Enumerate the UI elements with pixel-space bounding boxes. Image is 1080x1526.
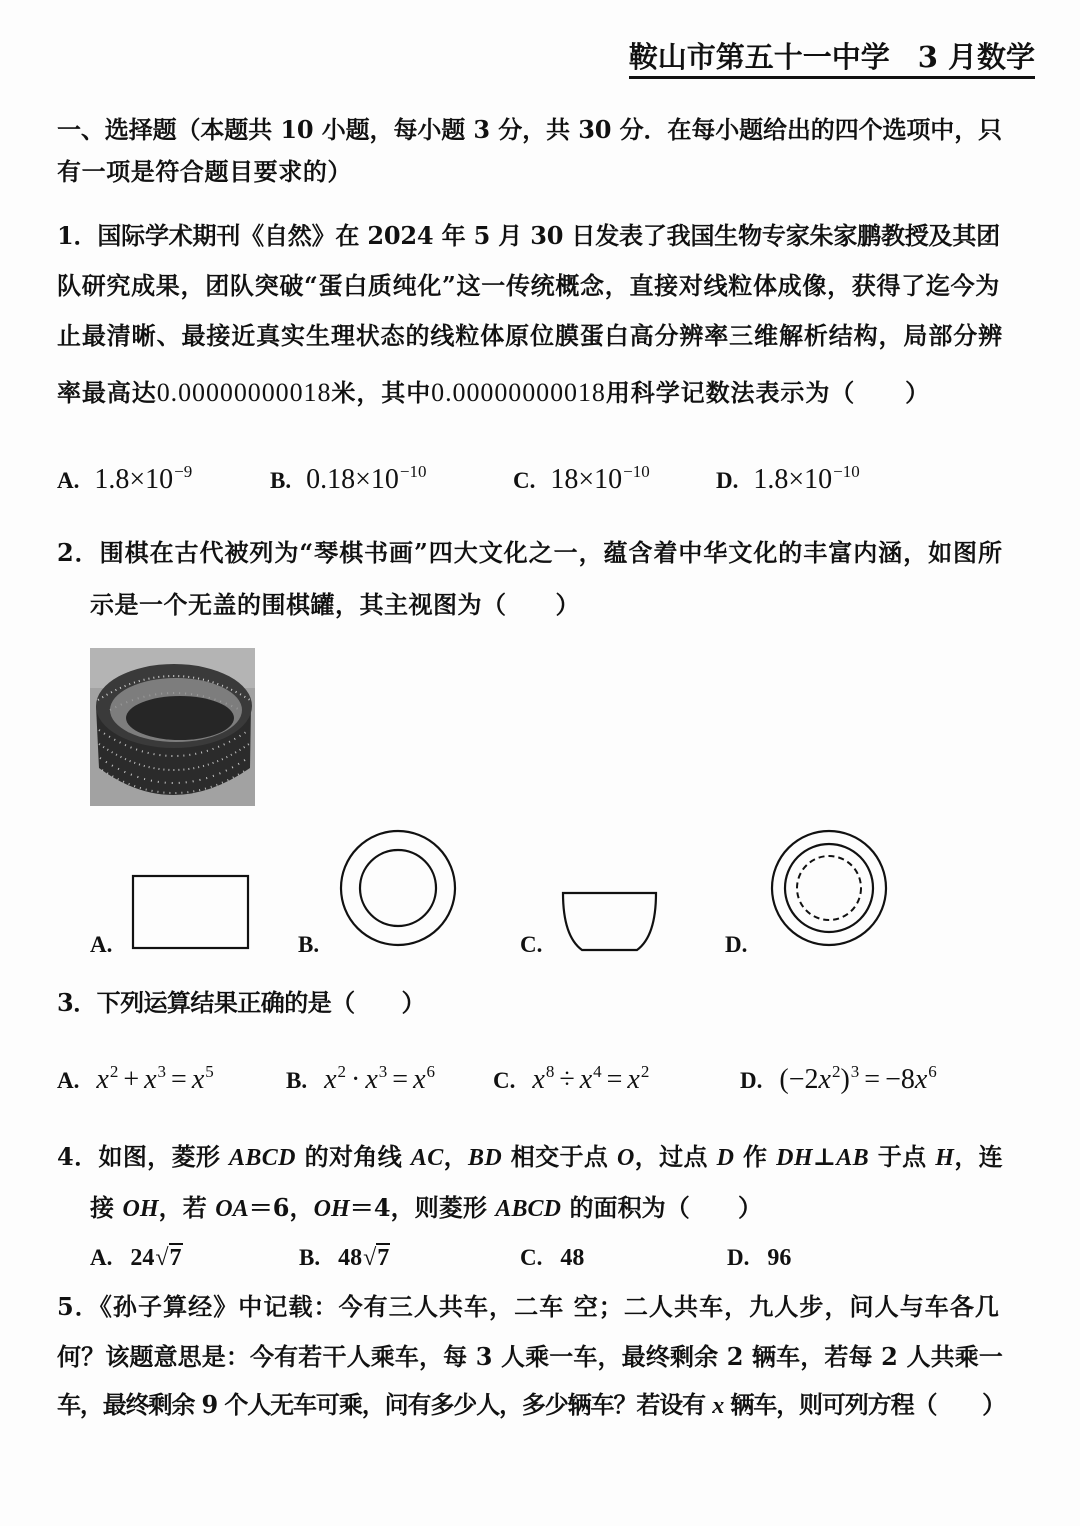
q3-option-d <box>740 1062 937 1101</box>
q4-point-label: AC <box>410 1145 444 1171</box>
q3-stem: 3．下列运算结果正确的是（ ） <box>57 988 425 1017</box>
math-exponent: 8 <box>545 1062 555 1081</box>
q5-stem-line-3 <box>57 1390 1005 1421</box>
math-exponent: 2 <box>640 1062 650 1081</box>
option-b-outer-circle <box>341 831 455 945</box>
math-exponent: 5 <box>205 1062 214 1081</box>
math-operator: = <box>392 1064 409 1095</box>
q3-option-b <box>286 1062 435 1101</box>
math-exponent: 4 <box>593 1062 602 1081</box>
q2-stem-line-1: 2．围棋在古代被列为“琴棋书画”四大文化之一，蕴含着中华文化的丰富内涵，如图所 <box>57 538 1003 567</box>
option-label: C. <box>493 1068 516 1093</box>
q5-stem-line-1: 5．《孙子算经》中记载：今有三人共车，二车 空；二人共车，九人步，问人与车各几 <box>57 1292 1000 1321</box>
q4-point-label: ABCD <box>495 1196 562 1222</box>
exam-subject: 3 月数学 <box>917 40 1035 74</box>
option-expression <box>324 1064 435 1095</box>
math-variable: x <box>96 1064 109 1095</box>
q4-point-label: ABCD <box>229 1145 296 1171</box>
math-variable: x <box>579 1064 593 1095</box>
q1-stem-line-4 <box>57 378 930 408</box>
math-parenthesis: ) <box>840 1064 850 1095</box>
math-exponent: 3 <box>850 1062 860 1081</box>
option-label: A. <box>57 468 80 493</box>
q4-text-segment: 的面积为（ ） <box>561 1193 763 1222</box>
jar-interior <box>126 696 234 740</box>
math-exponent: −10 <box>399 462 427 481</box>
math-exponent: 6 <box>426 1062 436 1081</box>
option-label: D. <box>727 1245 750 1270</box>
q2-option-a-label: A. <box>90 932 113 957</box>
math-operator: = <box>606 1064 623 1095</box>
q5-text-segment: 辆车，则可列方程（ ） <box>723 1390 1005 1419</box>
math-variable: x <box>324 1064 337 1095</box>
math-base: 1.8×10 <box>94 464 174 495</box>
q1-option-c <box>513 462 650 501</box>
math-exponent: 3 <box>378 1062 388 1081</box>
q4-text-segment: ， <box>443 1142 468 1171</box>
math-exponent: 2 <box>337 1062 347 1081</box>
option-expression <box>753 464 859 495</box>
go-jar-photo <box>90 648 255 806</box>
option-expression <box>96 1064 213 1095</box>
math-operator: = <box>864 1064 881 1095</box>
q4-text-segment: 于点 <box>869 1142 936 1171</box>
q1-text-segment: 用科学记数法表示为（ ） <box>605 378 931 407</box>
exam-header <box>629 40 1035 79</box>
math-variable: x <box>914 1064 928 1095</box>
q1-text-segment: 米，其中 <box>331 378 432 407</box>
q3-option-c <box>493 1062 649 1101</box>
math-term: (−2 <box>779 1064 819 1095</box>
q4-point-label: D <box>716 1145 735 1171</box>
q1-decimal-number: 0.00000000018 <box>431 378 606 407</box>
q3-option-a <box>57 1062 214 1101</box>
q4-text-segment: ＝6， <box>248 1193 314 1222</box>
math-operator: + <box>123 1064 140 1095</box>
q4-text-segment: 作 <box>734 1142 777 1171</box>
math-operator: · <box>351 1064 361 1095</box>
q1-stem-line-3: 止最清晰、最接近真实生理状态的线粒体原位膜蛋白高分辨率三维解析结构，局部分辨 <box>57 321 1003 350</box>
q4-point-label: BD <box>467 1145 503 1171</box>
q5-text-segment: 车，最终剩余 9 个人无车可乘，问有多少人，多少辆车？若设有 <box>57 1390 713 1419</box>
math-variable: x <box>413 1064 426 1095</box>
q4-point-label: DH <box>776 1145 813 1171</box>
q2-stem-line-2: 示是一个无盖的围棋罐，其主视图为（ ） <box>90 590 580 619</box>
math-operator: ÷ <box>559 1064 575 1095</box>
q1-decimal-number: 0.00000000018 <box>156 378 332 407</box>
option-expression <box>779 1064 936 1095</box>
option-c-bowl <box>563 893 656 950</box>
math-variable: x <box>818 1064 831 1095</box>
q4-text-segment: ，连 <box>954 1142 1004 1171</box>
math-exponent: 2 <box>831 1062 841 1081</box>
q4-option-c <box>520 1240 584 1278</box>
q4-point-label: AB <box>836 1145 870 1171</box>
q1-option-a <box>57 462 192 501</box>
option-b-inner-circle <box>360 850 436 926</box>
option-d-outer-circle <box>772 831 886 945</box>
q4-option-a <box>90 1240 183 1278</box>
q4-text-segment: 接 <box>90 1193 123 1222</box>
q4-text-segment: 4．如图，菱形 <box>57 1142 230 1171</box>
q1-option-b <box>270 462 426 501</box>
radicand: 7 <box>169 1245 182 1271</box>
q4-text-segment: ，过点 <box>634 1142 717 1171</box>
math-variable: x <box>627 1064 640 1095</box>
option-label: D. <box>740 1068 763 1093</box>
q4-stem-line-1 <box>57 1142 1003 1173</box>
q4-point-label: OA <box>215 1196 249 1222</box>
math-variable: x <box>144 1064 157 1095</box>
radical-sign: √ <box>363 1245 377 1271</box>
q4-text-segment: 的对角线 <box>295 1142 411 1171</box>
q5-variable: x <box>712 1393 724 1419</box>
q4-point-label: O <box>617 1145 635 1171</box>
math-exponent: −10 <box>833 462 860 481</box>
option-expression <box>532 1064 649 1095</box>
math-exponent: 3 <box>157 1062 167 1081</box>
math-exponent: −10 <box>623 462 650 481</box>
option-expression <box>306 464 426 495</box>
q4-text-segment: ，若 <box>158 1193 216 1222</box>
section-heading-line-1: 一、选择题（本题共 10 小题，每小题 3 分，共 30 分．在每小题给出的四个选项中，只 <box>57 115 1002 144</box>
math-variable: x <box>191 1064 205 1095</box>
math-variable: x <box>365 1064 378 1095</box>
q4-point-label: H <box>935 1145 955 1171</box>
math-base: 1.8×10 <box>753 464 833 495</box>
option-value: 96 <box>767 1245 792 1271</box>
math-exponent: 2 <box>109 1062 119 1081</box>
option-d-middle-circle <box>785 844 873 932</box>
radical-coefficient: 48 <box>338 1245 363 1271</box>
q4-stem-line-2 <box>90 1193 762 1224</box>
radical-sign: √ <box>155 1245 169 1271</box>
math-variable: x <box>532 1064 545 1095</box>
q1-stem-line-1: 1．国际学术期刊《自然》在 2024 年 5 月 30 日发表了我国生物专家朱家鹏教授及其团 <box>57 221 1000 250</box>
option-value <box>338 1245 390 1271</box>
option-d-dashed-circle <box>797 856 861 920</box>
q1-option-d <box>716 462 860 501</box>
option-label: B. <box>270 468 292 493</box>
option-label: B. <box>299 1245 321 1270</box>
option-expression <box>550 464 649 495</box>
option-expression <box>94 464 192 495</box>
option-label: A. <box>90 1245 113 1270</box>
q4-text-segment: 相交于点 <box>502 1142 618 1171</box>
option-label: A. <box>57 1068 80 1093</box>
q2-option-d-label: D. <box>725 932 748 957</box>
math-exponent: −9 <box>174 462 193 481</box>
option-value: 48 <box>560 1245 585 1271</box>
q2-option-b-label: B. <box>298 932 320 957</box>
q2-option-c-label: C. <box>520 932 543 957</box>
math-exponent: 6 <box>928 1062 937 1081</box>
math-base: 18×10 <box>550 464 623 495</box>
q4-perpendicular-sign: ⊥ <box>812 1142 837 1171</box>
option-label: C. <box>520 1245 543 1270</box>
q1-text-segment: 率最高达 <box>57 378 157 407</box>
q1-stem-line-2: 队研究成果，团队突破“蛋白质纯化”这一传统概念，直接对线粒体成像，获得了迄今为 <box>57 271 1000 300</box>
q4-text-segment: ＝4，则菱形 <box>349 1193 496 1222</box>
school-name: 鞍山市第五十一中学 <box>628 40 890 74</box>
q4-point-label: OH <box>313 1196 350 1222</box>
math-operator: = <box>171 1064 187 1095</box>
option-label: B. <box>286 1068 308 1093</box>
radicand: 7 <box>377 1245 390 1271</box>
math-term: −8 <box>885 1064 915 1095</box>
q4-option-d <box>727 1240 791 1278</box>
option-label: D. <box>716 468 739 493</box>
q5-stem-line-2: 何？该题意思是：今有若干人乘车，每 3 人乘一车，最终剩余 2 辆车，若每 2 人共乘一 <box>57 1342 1003 1371</box>
option-a-rectangle <box>133 876 248 948</box>
section-heading-line-2: 有一项是符合题目要求的） <box>57 157 352 186</box>
option-label: C. <box>513 468 536 493</box>
q4-point-label: OH <box>122 1196 159 1222</box>
radical-coefficient: 24 <box>130 1245 155 1271</box>
option-value <box>130 1245 182 1271</box>
q4-option-b <box>299 1240 390 1278</box>
math-base: 0.18×10 <box>306 464 399 495</box>
